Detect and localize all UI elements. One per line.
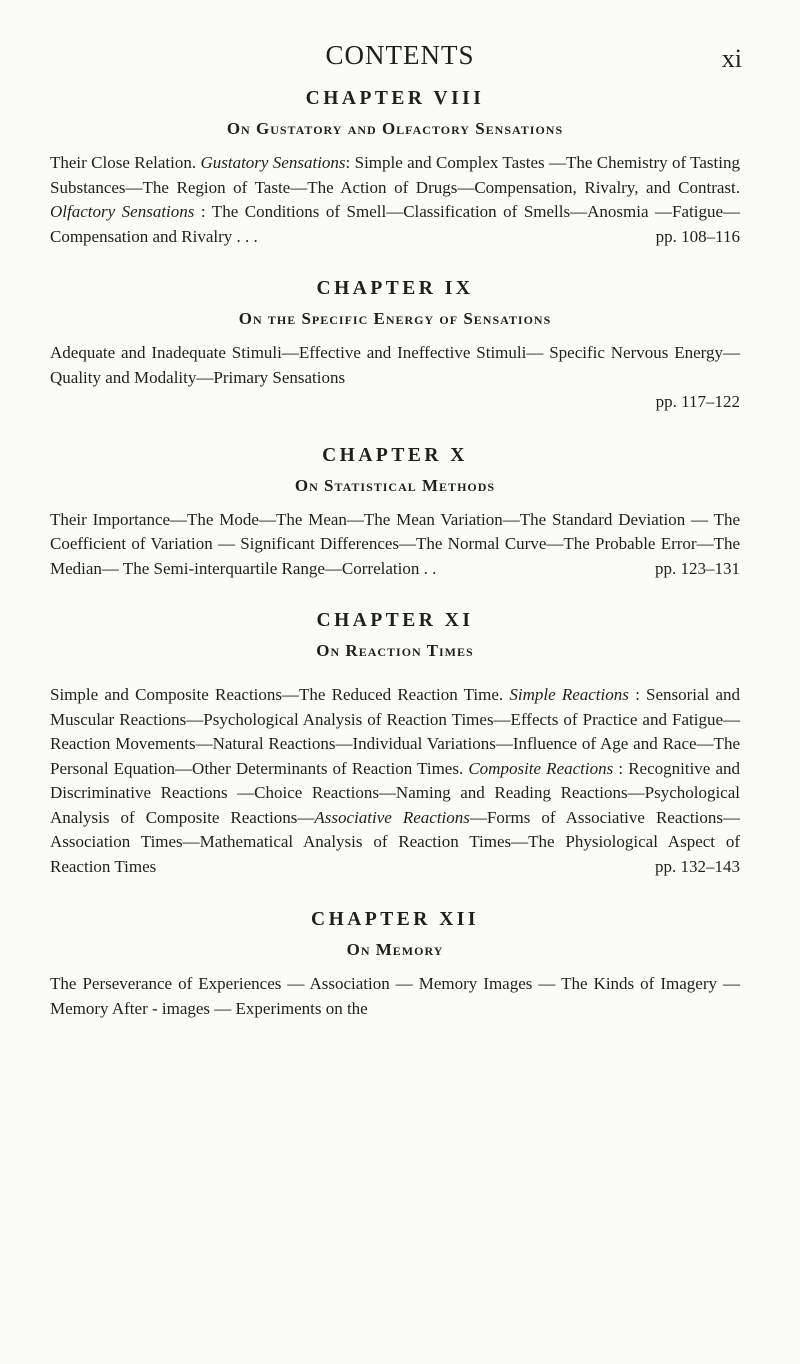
chapter-entry (50, 610, 740, 879)
chapter-heading: CHAPTER X (322, 444, 468, 466)
page-number: xi (721, 44, 742, 73)
page-range: pp. 117–122 (655, 392, 740, 411)
chapter-entry (50, 278, 740, 415)
chapter-subtitle: On Gustatory and Olfactory Sensations (226, 119, 564, 138)
chapter-subtitle: On Statistical Methods (294, 475, 496, 495)
page-range: pp. 123–131 (655, 558, 740, 578)
leader-dots: . . . (232, 226, 258, 246)
page-header (0, 40, 800, 80)
chapter-heading: CHAPTER IX (316, 278, 474, 299)
chapter-summary: Adequate and Inadequate Stimuli—Effective and Ineffective Stimuli— Specific Nervous Energy—Quality and Modality—Primary Sensations pp. 117–122 (50, 341, 740, 415)
chapter-heading: CHAPTER XII (311, 909, 479, 930)
chapter-entry (50, 909, 740, 1021)
chapter-summary: The Perseverance of Experiences — Association — Memory Images — The Kinds of Imagery — Memory After - images — Experiments on the (50, 974, 740, 1018)
chapter-summary: Their Close Relation. Gustatory Sensations: Simple and Complex Tastes —The Chemistry of Tasting Substances—The Region of Taste—The Action of Drugs—Compensation, Rivalry, and Contrast. Olfactory Sensations : The Conditions of Smell—Classification of Smells—Anosmia —Fatigue—Compensation and Rivalry . . . pp. 108–116 (50, 151, 740, 249)
running-title: CONTENTS (325, 40, 475, 70)
chapter-entry (50, 445, 740, 582)
chapter-subtitle: On the Specific Energy of Sensations (238, 309, 552, 328)
chapter-heading: CHAPTER XI (316, 610, 474, 631)
contents-list (50, 88, 740, 1021)
chapter-subtitle: On Reaction Times (316, 641, 474, 660)
chapter-heading: CHAPTER VIII (305, 88, 485, 109)
chapter-subtitle: On Memory (346, 940, 444, 959)
page-range: pp. 132–143 (655, 856, 740, 876)
chapter-summary: Their Importance—The Mode—The Mean—The Mean Variation—The Standard Deviation — The Coefficient of Variation — Significant Differences—The Normal Curve—The Probable Error—The Median— The Semi-interquartile Range—Correlation . . pp. 123–131 (50, 508, 740, 582)
leader-dots: . . (419, 558, 437, 578)
page-range: pp. 108–116 (655, 226, 740, 246)
chapter-entry (50, 88, 740, 249)
chapter-summary: Simple and Composite Reactions—The Reduced Reaction Time. Simple Reactions : Sensorial and Muscular Reactions—Psychological Analysis of Reaction Times—Effects of Practice and Fatigue—Reaction Movements—Natural Reactions—Individual Variations—Influence of Age and Race—The Personal Equation—Other Determinants of Reaction Times. Composite Reactions : Recognitive and Discriminative Reactions —Choice Reactions—Naming and Reading Reactions—Psychological Analysis of Composite Reactions—Associative Reactions—Forms of Associative Reactions—Association Times—Mathematical Analysis of Reaction Times—The Physiological Aspect of Reaction Times pp. 132–143 (50, 683, 740, 879)
